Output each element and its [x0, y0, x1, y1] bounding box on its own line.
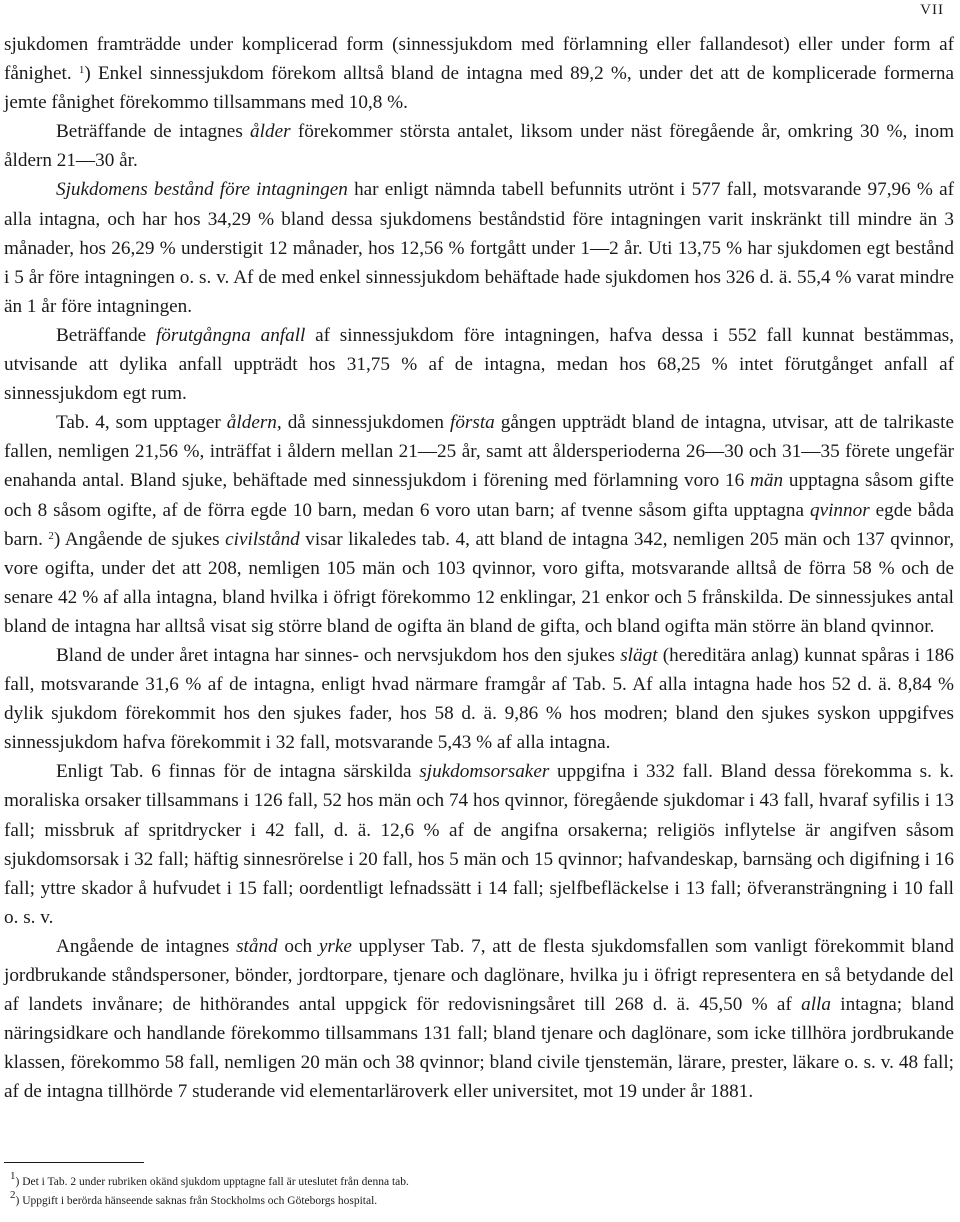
- text-run: Bland de under året intagna har sinnes- och nervsjukdom hos den sjukes: [56, 644, 621, 666]
- paragraph: [4, 321, 954, 408]
- footnote-text: ) Uppgift i berörda hänseende saknas från Stockholms och Göteborgs hospital.: [15, 1195, 378, 1207]
- italic-text: qvinnor: [809, 499, 870, 521]
- text-run: Enligt Tab. 6 finnas för de intagna särskilda: [56, 761, 420, 783]
- text-run: sjukdomen framträdde under komplicerad form (sinnessjukdom med förlamning eller fallandesot) eller under form af fånighet.: [4, 34, 954, 85]
- text-run: Beträffande de intagnes: [56, 121, 251, 143]
- paragraph: [4, 175, 954, 320]
- paragraph: [4, 757, 954, 932]
- text-run: och: [277, 935, 319, 957]
- italic-text: sjukdomsorsaker: [419, 761, 550, 783]
- italic-text: alla: [801, 994, 831, 1016]
- italic-text: yrke: [318, 935, 352, 957]
- text-run: gången uppträdt bland de intagna, utvisar, att de talrikaste fallen, nemligen 21,56 %, inträffat i åldern mellan 21—25 år, samt att åldersperioderna 26—30 och 31—35 förete ungefär enahanda antal. Bland sjuke, behäftade med sinnessjukdom i förening med förlamning voro 16: [4, 412, 954, 492]
- italic-text: civilstånd: [225, 528, 300, 550]
- text-run: ) Enkel sinnessjukdom förekom alltså bland de intagna med 89,2 %, under det att de komplicerade formerna jemte fånighet förekommo tillsammans med 10,8 %.: [4, 63, 954, 114]
- text-run: Angående de intagnes: [56, 935, 237, 957]
- footnote-1: [10, 1170, 409, 1192]
- footnote-2: [10, 1189, 409, 1211]
- text-run: då sinnessjukdomen: [281, 412, 450, 434]
- footnote-separator: [4, 1162, 144, 1163]
- paragraph: [4, 30, 954, 117]
- italic-text: åldern,: [226, 412, 282, 434]
- footnote-reference: 1: [78, 64, 85, 77]
- paragraph: [4, 932, 954, 1107]
- body-text: [4, 30, 954, 1106]
- text-run: upplyser Tab. 7, att de flesta sjukdomsfallen som vanligt förekommit bland jordbrukande ståndspersoner, bönder, jordtorpare, tjenare och daglönare, hvilka ju i öfrigt representera en så betydande del af landets invånare; de hithörandes antal uppgick för redovisningsåret till 268 d. ä. 45,50 % af: [4, 935, 954, 1016]
- text-run: egde båda barn.: [4, 499, 954, 550]
- italic-text: slägt: [620, 644, 658, 666]
- text-run: har enligt nämnda tabell befunnits utrönt i 577 fall, motsvarande 97,96 % af alla intagna, och har hos 34,29 % bland dessa sjukdomens beståndstid före intagningen varit inskränkt till mindre än 3 månader, hos 26,29 % understigit 12 månader, hos 12,56 % fortgått under 1—2 år. Uti 13,75 % har sjukdomen egt bestånd i 5 år före intagningen o. s. v. Af de med enkel sinnessjukdom behäftade hade sjukdomen hos 326 d. ä. 55,4 % varat mindre än 1 år före intagningen.: [4, 179, 954, 317]
- text-run: ) Angående de sjukes: [53, 528, 226, 550]
- paragraph: [4, 408, 954, 641]
- footnote-marker: 2: [10, 1189, 16, 1201]
- text-run: visar likaledes tab. 4, att bland de intagna 342, nemligen 205 män och 137 qvinnor, vore ogifta, under det att 208, nemligen 105 män och 103 qvinnor, voro gifta, motsvarande alltså de förra 58 % och de senare 42 % af alla intagna, bland hvilka i öfrigt förekommo 12 enklingar, 21 enkor och 5 frånskilda. De sinnessjukes antal bland de intagna har alltså visat sig större bland de ogifta än bland de gifta, och bland ogifta män större än bland qvinnor.: [4, 528, 954, 637]
- text-run: upptagna såsom gifte och 8 såsom ogifte, af de förra egde 10 barn, medan 6 voro utan barn; af tvenne såsom gifta upptagna: [4, 470, 954, 521]
- paragraph: [4, 117, 954, 175]
- text-run: af sinnessjukdom före intagningen, hafva dessa i 552 fall kunnat bestämmas, utvisande att dylika anfall uppträdt hos 31,75 % af de intagna, medan hos 68,25 % intet förutgånget anfall af sinnessjukdom egt rum.: [4, 324, 954, 405]
- italic-text: män: [750, 470, 784, 492]
- text-run: uppgifna i 332 fall. Bland dessa förekomma s. k. moraliska orsaker tillsammans i 126 fall, 52 hos män och 74 hos qvinnor, föregående sjukdomar i 43 fall, hvaraf syfilis i 13 fall; missbruk af spritdrycker i 42 fall, d. ä. 12,6 % af de angifna orsakerna; religiös inflytelse är angifven såsom sjukdomsorsak i 32 fall; häftig sinnesrörelse i 20 fall, hos 5 män och 15 qvinnor; hafvandeskap, barnsäng och digifning i 16 fall; yttre skador å hufvudet i 15 fall; oordentligt lefnadssätt i 14 fall; sjelfbefläckelse i 13 fall; öfveransträngning i 10 fall o. s. v.: [4, 761, 954, 928]
- text-run: intagna; bland näringsidkare och handlande förekommo tillsammans 131 fall; bland tjenare och daglönare, som icke tillhöra jordbrukande klassen, förekommo 58 fall, nemligen 20 män och 38 qvinnor; bland civile tjenstemän, lärare, prester, läkare o. s. v. 48 fall; af de intagna tillhörde 7 studerande vid elementarläroverk eller universitet, mot 19 under år 1881.: [4, 994, 955, 1103]
- paragraph: [4, 641, 954, 757]
- text-run: Beträffande: [56, 324, 156, 346]
- page-number: VII: [920, 2, 944, 18]
- italic-text: ålder: [250, 121, 291, 143]
- italic-text: Sjukdomens bestånd före intagningen: [56, 179, 348, 201]
- text-run: Tab. 4, som upptager: [56, 412, 227, 434]
- footnote-reference: 2: [48, 529, 54, 542]
- footnote-marker: 1: [10, 1170, 16, 1182]
- italic-text: första: [449, 412, 495, 434]
- text-run: förekommer största antalet, liksom under näst föregående år, omkring 30 %, inom åldern 21—30 år.: [4, 121, 954, 172]
- italic-text: stånd: [236, 935, 278, 957]
- text-run: (hereditära anlag) kunnat spåras i 186 fall, motsvarande 31,6 % af de intagna, enligt hvad närmare framgår af Tab. 5. Af alla intagna hade hos 52 d. ä. 8,84 % dylik sjukdom förekommit hos den sjukes fader, hos 58 d. ä. 9,86 % hos modren; bland den sjukes syskon uppgifves sinnessjukdom hafva förekommit i 32 fall, motsvarande 5,43 % af alla intagna.: [4, 644, 954, 754]
- italic-text: förutgångna anfall: [155, 324, 306, 346]
- footnotes: [10, 1170, 409, 1211]
- footnote-text: ) Det i Tab. 2 under rubriken okänd sjukdom upptagne fall är uteslutet från denna tab.: [15, 1176, 409, 1188]
